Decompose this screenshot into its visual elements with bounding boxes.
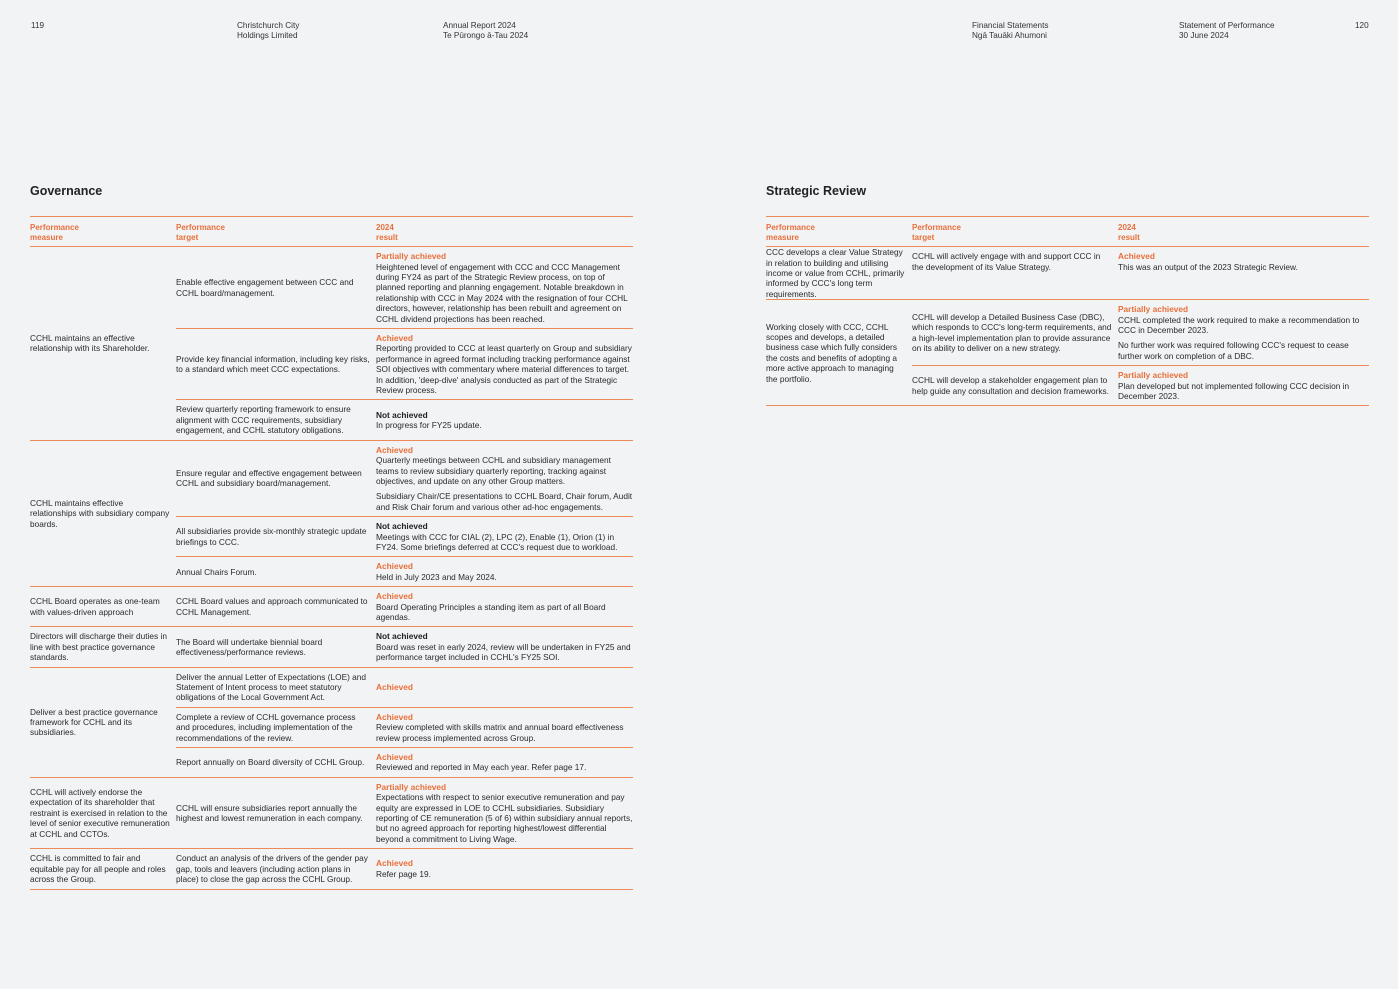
- result-text: In progress for FY25 update.: [376, 420, 482, 431]
- status-badge: Achieved: [376, 858, 413, 869]
- result-text: Plan developed but not implemented following CCC decision in December 2023.: [1118, 380, 1350, 402]
- column-header-line: 2024: [376, 223, 394, 232]
- result-cell: [1118, 366, 1369, 405]
- table-row: [912, 366, 1369, 405]
- target-rows: [176, 849, 633, 888]
- table-row: [176, 748, 633, 777]
- status-badge: Achieved: [376, 591, 413, 602]
- measure-group: [30, 247, 633, 441]
- status-badge: Partially achieved: [1118, 304, 1189, 315]
- result-cell: [1118, 247, 1369, 276]
- performance-measure: CCHL maintains an effective relationship with its Shareholder.: [30, 333, 150, 354]
- report-title: Annual Report 2024 Te Pūrongo ā-Tau 2024: [443, 21, 529, 40]
- result-cell: [376, 587, 633, 626]
- column-header-result: [376, 223, 633, 242]
- table-header: [766, 217, 1369, 247]
- governance-title: Governance: [30, 184, 103, 198]
- result-text: Reporting provided to CCC at least quarterly on Group and subsidiary performance in agreed format including tracking performance against SOI objectives with commentary where material differences to target. In addition, 'deep-dive' analysis conducted as part of the Strategic Review process.: [376, 343, 632, 396]
- performance-target: Review quarterly reporting framework to ensure alignment with CCC requirements, subsidiary engagement, and CCHL statutory obligations.: [176, 404, 351, 436]
- result-text: Subsidiary Chair/CE presentations to CCHL Board, Chair forum, Audit and Risk Chair forum and various other ad-hoc engagements.: [376, 491, 633, 512]
- performance-target: Enable effective engagement between CCC and CCHL board/management.: [176, 277, 354, 298]
- result-text: Board was reset in early 2024, review will be undertaken in FY25 and performance target included in CCHL's FY25 SOI.: [376, 641, 631, 663]
- performance-measure: Directors will discharge their duties in line with best practice governance standards.: [30, 631, 167, 663]
- measure-group: [30, 441, 633, 587]
- table-row: [176, 557, 633, 586]
- performance-target: Complete a review of CCHL governance process and procedures, including implementation of the recommendations of the review.: [176, 711, 356, 743]
- table-row: [176, 517, 633, 557]
- column-header-measure: [766, 223, 912, 242]
- result-cell: [376, 247, 633, 328]
- performance-target: Report annually on Board diversity of CCHL Group.: [176, 757, 365, 768]
- left-page-number: 119: [31, 21, 45, 30]
- result-cell: [376, 627, 633, 666]
- column-header-target: [176, 223, 376, 242]
- result-text: CCHL completed the work required to make a recommendation to CCC in December 2023.: [1118, 314, 1360, 336]
- column-header-line: Performance: [30, 223, 79, 232]
- table-row: [176, 247, 633, 329]
- target-rows: [176, 441, 633, 586]
- measure-group: [30, 587, 633, 627]
- measure-group: [30, 778, 633, 849]
- performance-measure: Deliver a best practice governance framework for CCHL and its subsidiaries.: [30, 706, 158, 738]
- status-badge: Not achieved: [376, 631, 428, 642]
- result-cell: [376, 400, 633, 439]
- performance-target: The Board will undertake biennial board effectiveness/performance reviews.: [176, 636, 323, 657]
- result-cell: [376, 668, 633, 707]
- column-header-line: result: [1118, 232, 1140, 242]
- table-row: [176, 849, 633, 888]
- result-text: Held in July 2023 and May 2024.: [376, 571, 497, 582]
- status-badge: Achieved: [376, 752, 413, 763]
- performance-target: CCHL will actively engage with and support CCC in the development of its Value Strategy.: [912, 251, 1101, 272]
- performance-target: Ensure regular and effective engagement between CCHL and subsidiary board/management.: [176, 468, 362, 489]
- status-badge: Not achieved: [376, 521, 428, 532]
- performance-measure: CCHL Board operates as one-team with values-driven approach: [30, 596, 160, 617]
- measure-group: [30, 668, 633, 778]
- column-header-line: target: [176, 232, 199, 242]
- performance-measure: CCC develops a clear Value Strategy in relation to building and utilising income or value from CCHL, primarily informed by CCC's long term requirements.: [766, 247, 905, 299]
- result-text: Refer page 19.: [376, 868, 431, 879]
- performance-target: CCHL will ensure subsidiaries report annually the highest and lowest remuneration in each company.: [176, 802, 363, 824]
- status-badge: Achieved: [376, 444, 413, 455]
- table-row: [912, 300, 1369, 366]
- column-header-target: [912, 223, 1118, 242]
- column-header-result: [1118, 223, 1369, 242]
- column-header-line: Performance: [176, 223, 225, 232]
- performance-target: Provide key financial information, including key risks, to a standard which meet CCC expectations.: [176, 353, 370, 375]
- column-header-line: Performance: [766, 223, 815, 232]
- result-cell: [376, 329, 633, 399]
- result-cell: [1118, 300, 1369, 365]
- column-header-line: measure: [766, 232, 799, 242]
- result-cell: [376, 517, 633, 556]
- table-row: [176, 329, 633, 400]
- result-text: Expectations with respect to senior executive remuneration and pay equity are expressed in LOE to CCHL subsidiaries. Subsidiary reporting of CE remuneration (5 of 6) within subsidiary annual reports, but no agreed approach for reporting highest/lowest differential beyond a commitment to Living Wage.: [376, 792, 633, 844]
- result-text: Reviewed and reported in May each year. Refer page 17.: [376, 762, 587, 773]
- table-row: [176, 668, 633, 708]
- performance-measure: Working closely with CCC, CCHL scopes and develops, a detailed business case which fully considers the costs and benefits of adopting a more active approach to managing the portfolio.: [766, 321, 898, 384]
- performance-target: CCHL will develop a stakeholder engagement plan to help guide any consultation and decision frameworks.: [912, 375, 1109, 396]
- column-header-line: 2024: [1118, 223, 1136, 232]
- result-cell: [376, 778, 633, 848]
- result-text: Heightened level of engagement with CCC and CCC Management during FY24 as part of the Strategic Review process, on top of planned reporting and planning engagement. Notable breakdown in relationship with CCC in May 2024 with the resignation of four CCHL directors, however, relationship has been rebuilt and agreement on CCHL dividend projections has been reached.: [376, 261, 628, 324]
- company-name: Christchurch City Holdings Limited: [237, 21, 300, 40]
- status-badge: Achieved: [376, 682, 413, 692]
- target-rows: [176, 247, 633, 440]
- performance-target: Deliver the annual Letter of Expectations (LOE) and Statement of Intent process to meet statutory obligations of the Local Government Act.: [176, 671, 367, 703]
- target-rows: [176, 587, 633, 626]
- performance-target: CCHL will develop a Detailed Business Case (DBC), which responds to CCC's long-term requirements, and a high-level implementation plan to provide assurance on its ability to deliver on a new strategy.: [912, 311, 1112, 354]
- result-cell: [376, 708, 633, 747]
- column-header-line: Performance: [912, 223, 961, 232]
- measure-group: [766, 300, 1369, 406]
- performance-target: Annual Chairs Forum.: [176, 566, 257, 577]
- status-badge: Achieved: [376, 333, 413, 344]
- performance-measure: CCHL will actively endorse the expectation of its shareholder that restraint is exercised in relation to the level of senior executive remuneration at CCHL and CCTOs.: [30, 787, 170, 839]
- status-badge: Achieved: [376, 711, 413, 722]
- status-badge: Partially achieved: [376, 251, 447, 262]
- right-page-number: 120: [1355, 21, 1369, 30]
- table-row: [176, 627, 633, 666]
- table-row: [176, 441, 633, 517]
- column-header-line: result: [376, 232, 398, 242]
- table-header: [30, 217, 633, 247]
- strategic-review-table: [766, 216, 1369, 406]
- result-text: Review completed with skills matrix and annual board effectiveness review process implemented across Group.: [376, 722, 624, 743]
- table-row: [912, 247, 1369, 276]
- performance-target: Conduct an analysis of the drivers of the gender pay gap, tools and leavers (including action plans in place) to close the gap across the CCHL Group.: [176, 853, 368, 885]
- measure-group: [766, 247, 1369, 300]
- result-cell: [376, 557, 633, 586]
- result-text: Board Operating Principles a standing item as part of all Board agendas.: [376, 601, 606, 622]
- table-row: [176, 708, 633, 748]
- target-rows: [912, 300, 1369, 405]
- status-badge: Achieved: [376, 561, 413, 572]
- result-cell: [376, 849, 633, 888]
- target-rows: [912, 247, 1369, 299]
- status-badge: Partially achieved: [1118, 370, 1189, 381]
- performance-target: CCHL Board values and approach communicated to CCHL Management.: [176, 596, 368, 617]
- table-row: [176, 778, 633, 848]
- status-badge: Achieved: [1118, 251, 1155, 262]
- measure-group: [30, 849, 633, 889]
- performance-measure: CCHL is committed to fair and equitable pay for all people and roles across the Group.: [30, 853, 166, 885]
- table-row: [176, 587, 633, 626]
- result-text: Meetings with CCC for CIAL (2), LPC (2), Enable (1), Orion (1) in FY24. Some briefings deferred at CCC's request due to workload.: [376, 531, 618, 552]
- strategic-review-title: Strategic Review: [766, 184, 867, 198]
- status-badge: Partially achieved: [376, 781, 447, 792]
- section-statement-of-performance: Statement of Performance 30 June 2024: [1179, 21, 1275, 40]
- table-row: [176, 400, 633, 439]
- section-financial-statements: Financial Statements Ngā Tauāki Ahumoni: [972, 21, 1049, 40]
- governance-table: [30, 216, 633, 890]
- column-header-line: target: [912, 232, 935, 242]
- result-text: No further work was required following CCC's request to cease further work on completion of a DBC.: [1118, 340, 1349, 361]
- result-cell: [376, 441, 633, 516]
- target-rows: [176, 627, 633, 666]
- performance-target: All subsidiaries provide six-monthly strategic update briefings to CCC.: [176, 526, 367, 547]
- result-cell: [376, 748, 633, 777]
- measure-group: [30, 627, 633, 667]
- performance-measure: CCHL maintains effective relationships with subsidiary company boards.: [30, 497, 170, 529]
- result-text: Quarterly meetings between CCHL and subsidiary management teams to review subsidiary quarterly reporting, tracking against objectives, and update on any other Group matters.: [376, 455, 611, 486]
- target-rows: [176, 778, 633, 848]
- column-header-line: measure: [30, 232, 63, 242]
- column-header-measure: [30, 223, 176, 242]
- result-text: This was an output of the 2023 Strategic Review.: [1118, 261, 1298, 272]
- status-badge: Not achieved: [376, 409, 428, 420]
- target-rows: [176, 668, 633, 777]
